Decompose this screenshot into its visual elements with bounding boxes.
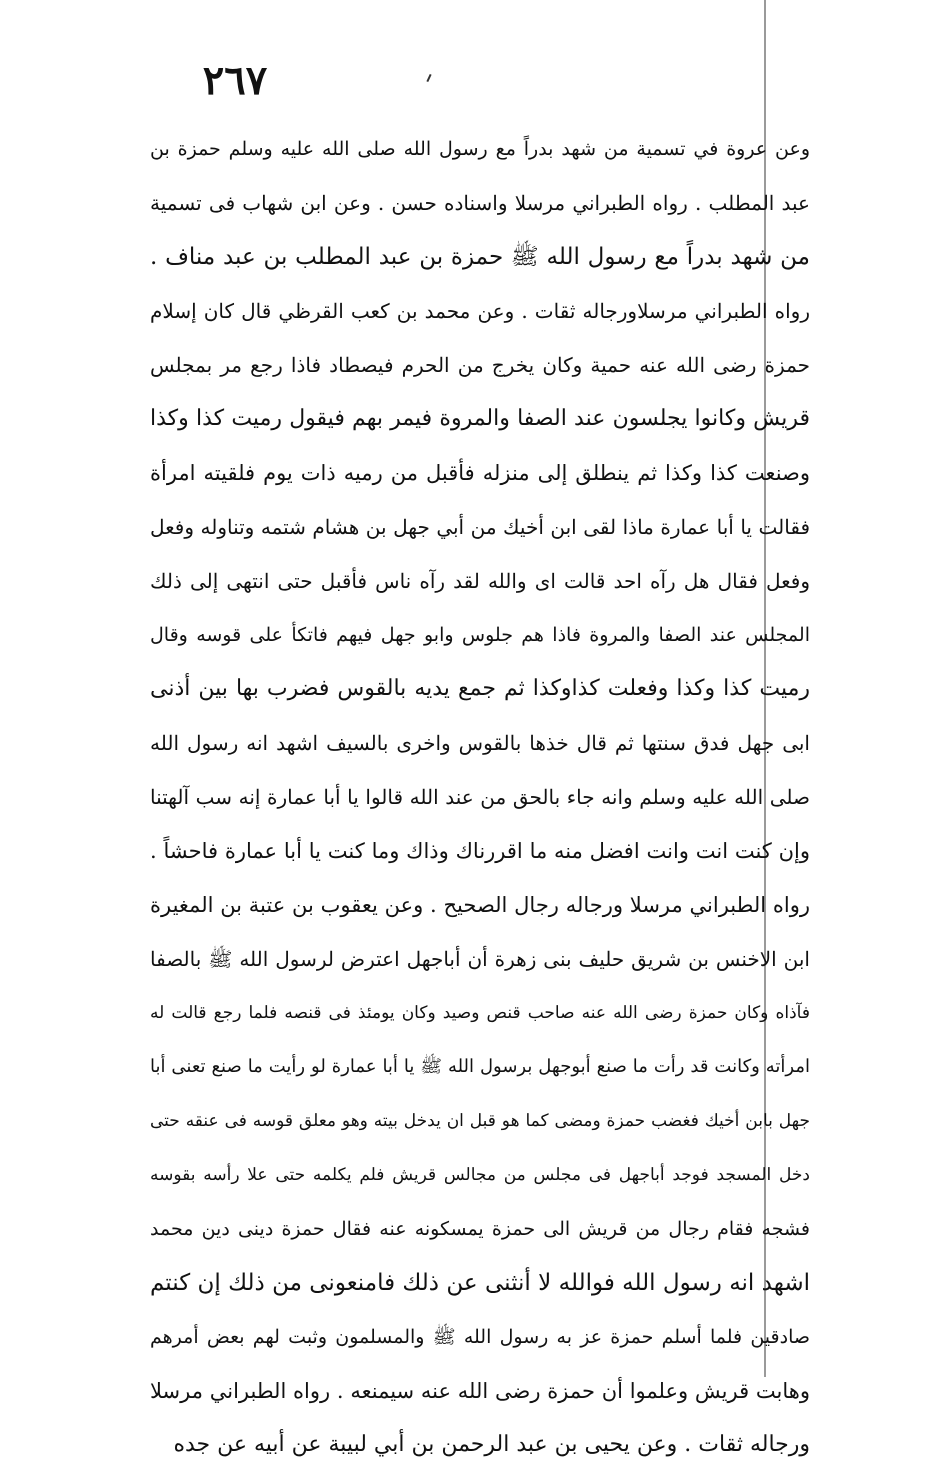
- text-line: اشهد انه رسول الله فوالله لا أنثنى عن ذلك فامنعونى من ذلك إن كنتم: [150, 1270, 810, 1296]
- text-line: ورجاله ثقات . وعن يحيى بن عبد الرحمن بن أبي لبيبة عن أبيه عن جده: [173, 1432, 810, 1457]
- text-line: حمزة رضى الله عنه حمية وكان يخرج من الحرم فيصطاد فاذا رجع مر بمجلس: [150, 353, 810, 377]
- text-line: فشجه فقام رجال من قريش الى حمزة يمسكونه عنه فقال حمزة دينى دين محمد: [150, 1218, 810, 1240]
- text-line: صادقين فلما أسلم حمزة عز به رسول الله ﷺ والمسلمون وثبت لهم بعض أمرهم: [150, 1326, 810, 1348]
- text-line: فقالت يا أبا عمارة ماذا لقى ابن أخيك من أبي جهل بن هشام شتمه وتناوله وفعل: [150, 515, 810, 539]
- text-line: امرأته وكانت قد رأت ما صنع أبوجهل برسول الله ﷺ يا أبا عمارة لو رأيت ما صنع تعنى أبا: [150, 1056, 810, 1077]
- text-line: رواه الطبراني مرسلا ورجاله رجال الصحيح . وعن يعقوب بن عتبة بن المغيرة: [150, 893, 810, 917]
- text-line: صلى الله عليه وسلم وانه جاء بالحق من عند الله قالوا يا أبا عمارة إنه سب آلهتنا: [150, 785, 810, 809]
- text-line: من شهد بدراً مع رسول الله ﷺ حمزة بن عبد المطلب بن عبد مناف .: [150, 244, 810, 270]
- text-line: جهل بابن أخيك فغضب حمزة ومضى كما هو قبل ان يدخل بيته وهو معلق قوسه فى عنقه حتى: [150, 1111, 810, 1131]
- text-line: وصنعت كذا وكذا ثم ينطلق إلى منزله فأقبل من رميه ذات يوم فلقيته امرأة: [150, 461, 810, 485]
- text-line: ابى جهل فدق سنتها ثم قال خذها بالقوس واخرى بالسيف اشهد انه رسول الله: [150, 731, 810, 755]
- text-line: عبد المطلب . رواه الطبراني مرسلا واسناده حسن . وعن ابن شهاب فى تسمية: [150, 191, 810, 215]
- text-line: المجلس عند الصفا والمروة فاذا هم جلوس وابو جهل فيهم فاتكأ على قوسه وقال: [150, 624, 810, 646]
- page-number: ٢٦٧: [202, 57, 268, 104]
- text-line: قريش وكانوا يجلسون عند الصفا والمروة فيمر بهم فيقول رميت كذا وكذا: [150, 406, 810, 431]
- body-text: [150, 122, 810, 1472]
- text-line: وهابت قريش وعلموا أن حمزة رضى الله عنه سيمنعه . رواه الطبراني مرسلا: [150, 1379, 810, 1403]
- text-line: فآذاه وكان حمزة رضى الله عنه صاحب قنص وصيد وكان يومئذ فى قنصه فلما رجع قالت له: [150, 1003, 810, 1023]
- ink-mark: [426, 74, 431, 82]
- text-line: وإن كنت انت وانت افضل منه ما اقررناك وذاك وما كنت يا أبا عمارة فاحشاً .: [150, 839, 810, 863]
- text-line: رواه الطبراني مرسلاورجاله ثقات . وعن محمد بن كعب القرظي قال كان إسلام: [150, 299, 810, 323]
- text-line: ابن الاخنس بن شريق حليف بنى زهرة أن أباجهل اعترض لرسول الله ﷺ بالصفا: [150, 947, 810, 971]
- text-line: وفعل فقال هل رآه احد قالت اى والله لقد رآه ناس فأقبل حتى انتهى إلى ذلك: [150, 569, 810, 593]
- text-line: دخل المسجد فوجد أباجهل فى مجلس من مجالس قريش فلم يكلمه حتى علا رأسه بقوسه: [150, 1165, 810, 1185]
- text-line: رميت كذا وكذا وفعلت كذاوكذا ثم جمع يديه بالقوس فضرب بها بين أذنى: [150, 676, 810, 701]
- text-line: وعن عروة في تسمية من شهد بدراً مع رسول الله صلى الله عليه وسلم حمزة بن: [150, 138, 810, 160]
